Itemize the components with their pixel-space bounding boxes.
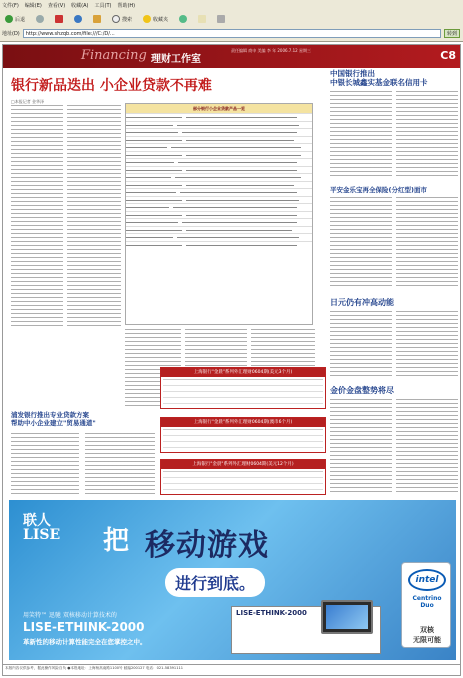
fx-product-box-2	[160, 417, 326, 453]
printer-icon	[217, 15, 225, 23]
side-column-7	[330, 399, 392, 493]
go-button[interactable]: 转到	[444, 29, 460, 38]
laptop-ad-banner[interactable]	[9, 500, 456, 660]
side-column-8	[396, 399, 458, 493]
intel-logo: intel	[408, 569, 446, 591]
masthead-title: 理财工作室	[151, 54, 201, 65]
section-title-insurance: 平安金乐宝再全保险(分红型)面市	[330, 186, 427, 194]
table-row	[126, 181, 312, 189]
table-row	[126, 121, 312, 129]
ad-slogan: 革新性的移动计算性能完全在您掌控之中。	[23, 638, 147, 646]
mail-button[interactable]	[195, 13, 209, 25]
ad-tech-line: 用笑特™ 迅驰 双核移动计算技术的	[23, 612, 117, 619]
article-column-1	[11, 105, 63, 327]
page-footer: 本版内容仅供参考，据此操作风险自负 ●本报地址：上海杨高南路1100号 邮编200127 电话：021-58391111	[3, 664, 461, 676]
ad-card-title: LISE-ETHINK-2000	[236, 609, 307, 617]
ad-to-the-end: 进行到底。	[165, 568, 265, 597]
media-icon	[179, 15, 187, 23]
address-bar	[2, 28, 460, 39]
section-title-yen: 日元仍有冲高动能	[330, 298, 394, 307]
menu-bar	[2, 2, 135, 11]
fx-product-box-3	[160, 459, 326, 495]
table-row	[126, 218, 312, 226]
masthead	[3, 45, 461, 68]
table-title: 部分银行小企业贷款产品一览	[126, 104, 312, 113]
newspaper-page	[2, 44, 461, 676]
forward-button[interactable]	[33, 13, 47, 25]
side-column-4	[396, 197, 458, 289]
table-row	[126, 196, 312, 204]
page-number: C8	[440, 49, 456, 62]
fx-product-title-2: 上海银行"金晨"系列外汇理财0604期(澳币6个月)	[161, 418, 325, 427]
table-row	[126, 233, 312, 241]
side-column-1	[330, 91, 392, 179]
intel-badge	[401, 562, 451, 648]
ad-hand-char: 把	[103, 526, 130, 556]
menu-edit[interactable]: 编辑(E)	[24, 3, 42, 9]
toolbar	[2, 12, 228, 26]
table-row	[126, 128, 312, 136]
fx-product-box-1	[160, 367, 326, 409]
table-row	[126, 203, 312, 211]
menu-tools[interactable]: 工具(T)	[94, 3, 112, 9]
side-column-3	[330, 197, 392, 289]
ad-brand: 联人LISE	[23, 513, 61, 543]
address-label: 地址(D)	[2, 31, 20, 37]
table-row	[126, 113, 312, 121]
fx-product-grid-2	[163, 429, 323, 450]
menu-file[interactable]: 文件(F)	[2, 3, 19, 9]
search-label: 搜索	[122, 16, 133, 23]
side-column-2	[396, 91, 458, 179]
table-row	[126, 226, 312, 234]
masthead-meta: 责任编辑 商申 美编 李 年 2006.7.12 星期三	[231, 48, 311, 53]
favorites-label: 收藏夹	[153, 16, 169, 23]
side-column-6	[396, 311, 458, 377]
laptop-icon	[321, 600, 373, 634]
mail-icon	[198, 15, 206, 23]
menu-favorites[interactable]: 收藏(A)	[71, 3, 89, 9]
centrino-label: Centrino Duo	[412, 595, 442, 609]
star-icon	[143, 15, 151, 23]
table-row	[126, 136, 312, 144]
fx-product-grid-1	[163, 379, 323, 406]
stop-icon	[55, 15, 63, 23]
back-arrow-icon	[5, 15, 13, 23]
search-button[interactable]	[109, 13, 135, 25]
refresh-icon	[74, 15, 82, 23]
forward-arrow-icon	[36, 15, 44, 23]
table-row	[126, 241, 312, 249]
main-byline: □本报记者 金华泽	[11, 99, 45, 104]
article-column-2	[67, 105, 121, 327]
loan-products-table	[125, 103, 313, 325]
media-button[interactable]	[176, 13, 190, 25]
back-button[interactable]	[2, 13, 28, 25]
lower-column-1	[11, 433, 79, 495]
address-input[interactable]: http://www.shzqb.com/file:///C:/D/...	[23, 29, 441, 38]
side-article-title: 中国银行推出 中银长城鑫实基金联名信用卡	[330, 69, 428, 87]
side-column-5	[330, 311, 392, 377]
favorites-button[interactable]	[140, 13, 171, 25]
print-button[interactable]	[214, 13, 228, 25]
table-row	[126, 166, 312, 174]
fx-product-grid-3	[163, 471, 323, 492]
fx-product-title-3: 上海银行"金晨"系列外汇理财0604期(美元12个月)	[161, 460, 325, 469]
main-headline: 银行新品迭出 小企业贷款不再难	[11, 78, 212, 94]
table-row	[126, 151, 312, 159]
fx-product-title-1: 上海银行"金晨"系列外汇理财0604期(美元3个月)	[161, 368, 325, 377]
menu-view[interactable]: 查看(V)	[47, 3, 66, 9]
back-label: 后退	[15, 16, 26, 23]
ad-mobile-game: 移动游戏	[145, 528, 269, 563]
stop-button[interactable]	[52, 13, 66, 25]
table-row	[126, 173, 312, 181]
dual-core-label: 双核 无限可能	[413, 626, 441, 644]
lower-column-2	[85, 433, 155, 495]
home-button[interactable]	[90, 13, 104, 25]
table-row	[126, 143, 312, 151]
section-title-gold: 金价金盘整势将尽	[330, 386, 394, 395]
refresh-button[interactable]	[71, 13, 85, 25]
browser-chrome	[0, 0, 463, 42]
menu-help[interactable]: 帮助(H)	[117, 3, 136, 9]
home-icon	[93, 15, 101, 23]
search-icon	[112, 15, 120, 23]
table-row	[126, 188, 312, 196]
section-title-spdb: 浦发银行推出专业贷款方案 帮助中小企业建立"贸易通道"	[11, 411, 96, 427]
ad-model: LISE-ETHINK-2000	[23, 620, 145, 634]
masthead-english: Financing	[81, 48, 147, 63]
table-row	[126, 211, 312, 219]
table-row	[126, 158, 312, 166]
